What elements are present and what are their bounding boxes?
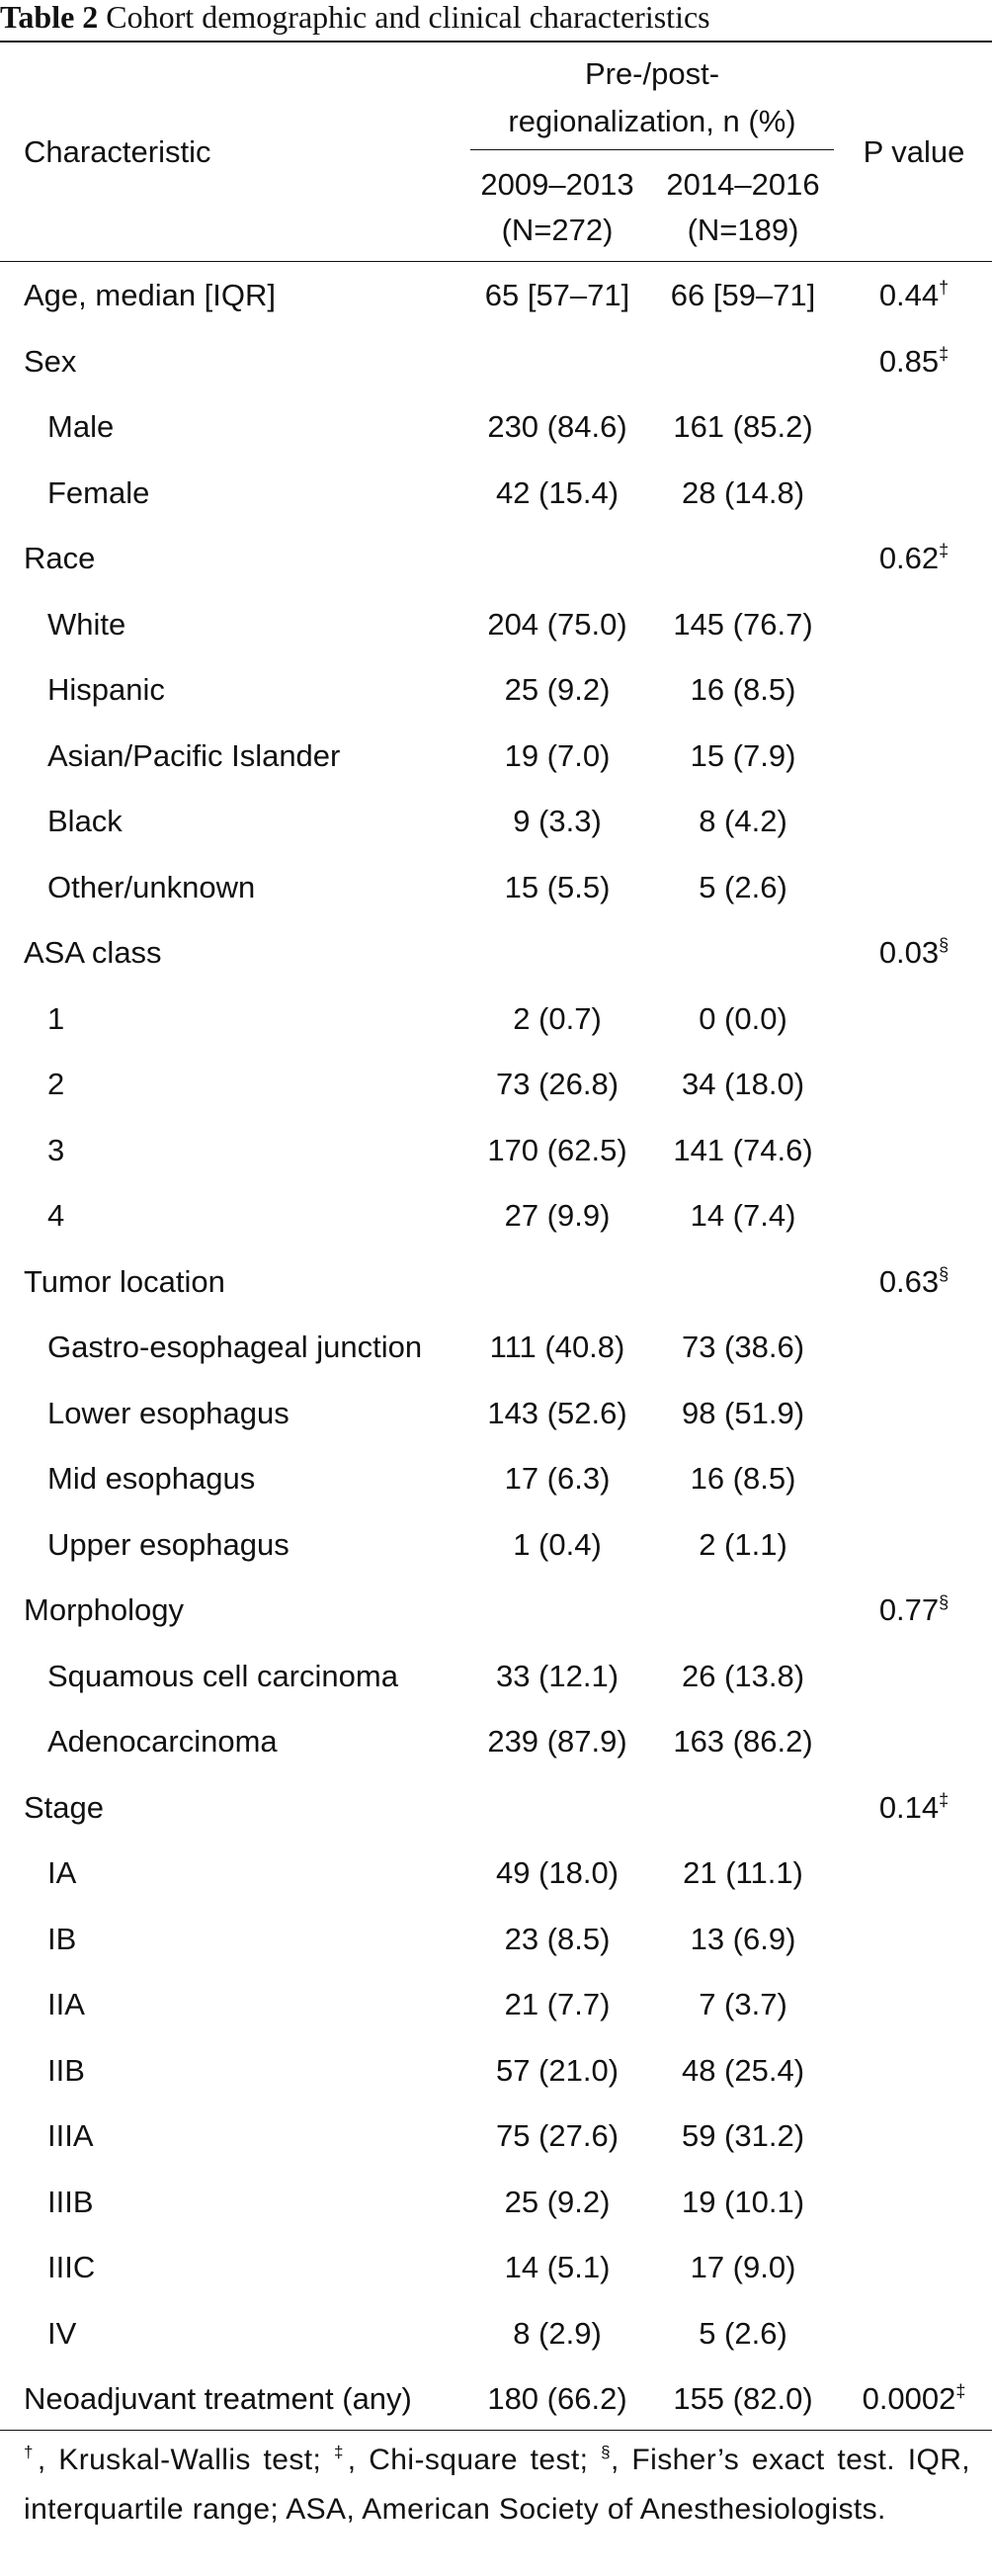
value-2009-2013: 25 (9.2) [504,672,611,708]
value-2014-2016: 5 (2.6) [699,869,787,904]
p-value-cell [836,1841,992,1907]
table-row [0,855,992,921]
value-2014-2016 [650,526,836,592]
value-2009-2013: 33 (12.1) [495,1658,620,1693]
p-value-cell [836,1578,992,1644]
value-2009-2013 [464,1578,650,1644]
row-label: Sex [24,343,77,379]
row-label: Other/unknown [47,869,256,904]
p-value-cell [836,1644,992,1710]
value-2014-2016: 14 (7.4) [690,1198,796,1234]
row-label: Adenocarcinoma [47,1724,278,1760]
p-value-cell [836,657,992,724]
table-row [0,2170,992,2236]
row-label: Morphology [24,1592,184,1628]
table-row [0,2104,992,2170]
row-label: Mid esophagus [47,1461,256,1497]
row-label: ASA class [24,935,162,971]
value-2014-2016: 0 (0.0) [699,1000,787,1036]
row-label: IV [47,2315,77,2351]
row-label: Gastro-esophageal junction [47,1330,423,1365]
value-2014-2016: 5 (2.6) [699,2315,787,2351]
table-row [0,329,992,395]
p-value-cell [836,329,992,395]
header-col2-n: (N=189) [687,213,799,247]
value-2009-2013: 1 (0.4) [513,1526,602,1562]
value-2009-2013: 75 (27.6) [495,2118,620,2154]
p-value: 0.44 [878,278,940,313]
table-caption [0,0,710,38]
value-2009-2013: 25 (9.2) [504,2184,611,2219]
table-row [0,657,992,724]
value-2014-2016: 155 (82.0) [673,2381,813,2417]
p-value: 0.85 [878,343,940,379]
table-label: Table 2 [0,0,99,35]
header-col1-n: (N=272) [501,213,614,247]
table-row [0,1775,992,1842]
p-value-cell [836,1118,992,1184]
p-value-cell [836,592,992,658]
value-2009-2013: 170 (62.5) [487,1132,627,1167]
value-2014-2016: 15 (7.9) [690,737,796,773]
header-col1-period: 2009–2013 [480,167,634,202]
table-row [0,1183,992,1249]
row-label: Hispanic [47,672,165,708]
row-label: Age, median [IQR] [24,278,277,313]
p-value-cell [836,2366,992,2433]
row-label: IIIB [47,2184,94,2219]
value-2009-2013: 15 (5.5) [504,869,611,904]
footnote-mark-double-dagger: ‡ [333,2443,348,2461]
p-value-test-mark: § [939,1263,950,1284]
footnote-text-1: , Kruskal-Wallis test; [37,2444,334,2476]
value-2009-2013: 42 (15.4) [495,474,620,510]
value-2014-2016: 13 (6.9) [690,1921,796,1956]
header-group-line2: regionalization, n (%) [508,104,796,138]
row-label: Female [47,474,150,510]
row-label: 2 [47,1067,65,1102]
p-value-cell [836,1709,992,1775]
value-2014-2016: 34 (18.0) [681,1067,805,1102]
p-value-test-mark: ‡ [939,343,950,364]
value-2009-2013: 204 (75.0) [487,606,627,642]
value-2009-2013: 17 (6.3) [504,1461,611,1497]
p-value-cell [836,526,992,592]
table-row [0,592,992,658]
value-2014-2016 [650,1775,836,1842]
row-label: 4 [47,1198,65,1234]
row-label: Stage [24,1789,105,1825]
header-pvalue: P value [863,134,965,169]
value-2014-2016: 26 (13.8) [681,1658,805,1693]
p-value-cell [836,724,992,790]
row-label: IIB [47,2052,85,2088]
value-2009-2013 [464,329,650,395]
p-value-test-mark: † [939,278,950,299]
value-2014-2016: 16 (8.5) [690,672,796,708]
table-row [0,724,992,790]
table-row [0,1644,992,1710]
p-value-test-mark: ‡ [955,2381,966,2402]
p-value-cell [836,461,992,527]
p-value-test-mark: § [939,1592,950,1613]
table-row [0,1446,992,1512]
table-row [0,1578,992,1644]
row-label: 1 [47,1000,65,1036]
p-value: 0.03 [878,935,940,971]
value-2009-2013: 230 (84.6) [487,409,627,445]
p-value-test-mark: ‡ [939,1789,950,1810]
row-label: Lower esophagus [47,1395,289,1430]
p-value-cell [836,920,992,987]
p-value-test-mark: ‡ [939,541,950,561]
header-group-line1: Pre-/post- [584,56,720,91]
p-value-cell [836,2038,992,2104]
table-body [0,263,992,2433]
value-2014-2016: 145 (76.7) [673,606,813,642]
value-2009-2013: 57 (21.0) [495,2052,620,2088]
table-row [0,2235,992,2301]
table-row [0,526,992,592]
value-2009-2013: 2 (0.7) [513,1000,602,1036]
table-footnote [24,2436,970,2534]
p-value-cell [836,394,992,461]
row-label: Race [24,541,96,576]
value-2014-2016 [650,1249,836,1316]
row-label: Male [47,409,115,445]
p-value-test-mark: § [939,935,950,956]
header-characteristic: Characteristic [24,134,211,169]
value-2009-2013: 14 (5.1) [504,2250,611,2285]
value-2014-2016: 48 (25.4) [681,2052,805,2088]
table-row [0,2366,992,2433]
p-value-cell [836,1381,992,1447]
table-row [0,1381,992,1447]
row-label: Neoadjuvant treatment (any) [24,2381,412,2417]
row-label: Squamous cell carcinoma [47,1658,398,1693]
table-title: Cohort demographic and clinical characteristics [106,0,710,35]
value-2014-2016: 141 (74.6) [673,1132,813,1167]
row-label: IIA [47,1987,85,2022]
value-2014-2016: 21 (11.1) [683,1855,803,1891]
value-2009-2013 [464,1249,650,1316]
value-2014-2016: 16 (8.5) [690,1461,796,1497]
row-label: IIIA [47,2118,94,2154]
row-label: Black [47,804,123,839]
value-2014-2016: 7 (3.7) [699,1987,787,2022]
row-label: White [47,606,126,642]
data-table [0,263,992,2433]
value-2009-2013: 9 (3.3) [513,804,602,839]
p-value-cell [836,1183,992,1249]
value-2014-2016: 73 (38.6) [681,1330,805,1365]
table-row [0,1972,992,2038]
p-value-cell [836,1972,992,2038]
p-value-cell [836,1052,992,1118]
row-label: IB [47,1921,77,1956]
p-value-cell [836,1907,992,1973]
footnote-text-2: , Chi-square test; [347,2444,602,2476]
table-row [0,461,992,527]
value-2009-2013: 143 (52.6) [487,1395,627,1430]
p-value: 0.62 [878,541,940,576]
value-2014-2016 [650,329,836,395]
value-2014-2016: 98 (51.9) [681,1395,805,1430]
top-rule [0,41,992,43]
value-2009-2013: 23 (8.5) [504,1921,611,1956]
p-value-cell [836,2170,992,2236]
footnote-mark-dagger: † [24,2443,38,2461]
header-group-rule [470,149,834,150]
row-label: IIIC [47,2250,96,2285]
table-row [0,987,992,1053]
value-2014-2016: 161 (85.2) [673,409,813,445]
value-2014-2016: 163 (86.2) [673,1724,813,1760]
table-row [0,394,992,461]
table-row [0,1118,992,1184]
bottom-rule [0,2430,992,2431]
value-2014-2016: 66 [59–71] [670,278,816,313]
footnote-mark-section: § [601,2443,611,2461]
p-value-cell [836,1512,992,1579]
value-2009-2013: 180 (66.2) [487,2381,627,2417]
p-value-cell [836,2235,992,2301]
row-label: 3 [47,1132,65,1167]
p-value-cell [836,263,992,329]
row-label: IA [47,1855,77,1891]
value-2009-2013: 111 (40.8) [489,1330,625,1365]
value-2014-2016 [650,1578,836,1644]
p-value: 0.0002 [862,2381,956,2417]
table-row [0,263,992,329]
table-row [0,1512,992,1579]
p-value: 0.63 [878,1263,940,1299]
p-value-cell [836,2301,992,2367]
value-2009-2013: 19 (7.0) [504,737,611,773]
table-row [0,2301,992,2367]
p-value: 0.77 [878,1592,940,1628]
p-value-cell [836,1249,992,1316]
table-row [0,789,992,855]
value-2009-2013 [464,1775,650,1842]
header-col2-period: 2014–2016 [666,167,820,202]
value-2009-2013: 21 (7.7) [504,1987,611,2022]
value-2009-2013: 239 (87.9) [487,1724,627,1760]
p-value-cell [836,2104,992,2170]
row-label: Upper esophagus [47,1526,289,1562]
p-value-cell [836,1315,992,1381]
footnote-text-3: , Fisher’s exact test. IQR, interquartile range; ASA, American Society of Anesthesiologists. [24,2444,971,2526]
p-value-cell [836,789,992,855]
table-row [0,1709,992,1775]
value-2014-2016: 28 (14.8) [681,474,805,510]
value-2009-2013: 49 (18.0) [495,1855,620,1891]
value-2014-2016: 2 (1.1) [699,1526,787,1562]
table-row [0,1052,992,1118]
table-row [0,1841,992,1907]
table-row [0,2038,992,2104]
value-2014-2016 [650,920,836,987]
value-2009-2013: 65 [57–71] [484,278,630,313]
value-2009-2013: 27 (9.9) [504,1198,611,1234]
value-2014-2016: 19 (10.1) [681,2184,805,2219]
table-row [0,1315,992,1381]
row-label: Tumor location [24,1263,225,1299]
value-2014-2016: 17 (9.0) [690,2250,796,2285]
p-value-cell [836,1446,992,1512]
value-2009-2013 [464,920,650,987]
p-value: 0.14 [878,1789,940,1825]
p-value-cell [836,855,992,921]
table-row [0,1907,992,1973]
value-2009-2013 [464,526,650,592]
value-2009-2013: 73 (26.8) [495,1067,620,1102]
table-row [0,1249,992,1316]
header-bottom-rule [0,261,992,262]
p-value-cell [836,1775,992,1842]
table-row [0,920,992,987]
value-2014-2016: 59 (31.2) [681,2118,805,2154]
row-label: Asian/Pacific Islander [47,737,341,773]
value-2009-2013: 8 (2.9) [513,2315,602,2351]
p-value-cell [836,987,992,1053]
value-2014-2016: 8 (4.2) [699,804,787,839]
